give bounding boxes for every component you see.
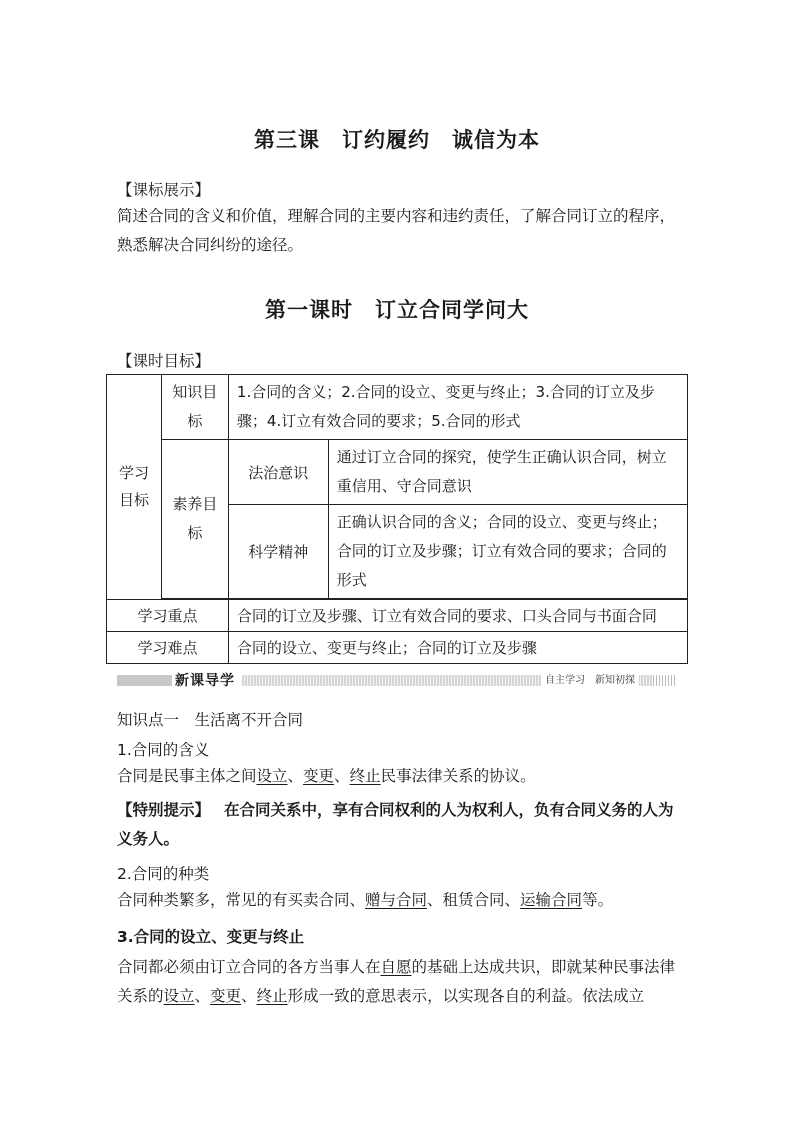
lesson-title: 第三课 订约履约 诚信为本 [254, 128, 540, 152]
difficulty-text: 合同的设立、变更与终止；合同的订立及步骤 [228, 632, 687, 664]
goals-table [106, 374, 688, 664]
focus-label: 学习重点 [107, 600, 229, 632]
special-tip-label: 【特别提示】 [117, 801, 211, 819]
section-title: 第一课时 订立合同学问大 [265, 298, 529, 322]
item1-text: 合同是民事主体之间设立、变更、终止民事法律关系的协议。 [117, 767, 536, 785]
blank-establish-2: 设立 [163, 987, 195, 1005]
blank-terminate-2: 终止 [256, 987, 288, 1005]
knowledge-point-title: 知识点一 生活离不开合同 [117, 711, 304, 729]
blank-terminate: 终止 [349, 767, 381, 785]
blank-change: 变更 [303, 767, 335, 785]
rule-of-law-text: 通过订立合同的探究，使学生正确认识合同，树立重信用、守合同意识 [328, 440, 687, 505]
item2-text: 合同种类繁多，常见的有买卖合同、赠与合同、租赁合同、运输合同等。 [117, 891, 614, 909]
difficulty-label: 学习难点 [107, 632, 229, 664]
literacy-label: 素养目标 [161, 440, 228, 599]
banner-title: 新课导学 [175, 673, 235, 689]
knowledge-text: 1.合同的含义；2.合同的设立、变更与终止；3.合同的订立及步骤；4.订立有效合同的要求；5.合同的形式 [228, 375, 687, 440]
item1-title: 1.合同的含义 [117, 741, 210, 759]
focus-text: 合同的订立及步骤、订立有效合同的要求、口头合同与书面合同 [228, 600, 687, 632]
blank-change-2: 变更 [210, 987, 242, 1005]
special-tip-text: 在合同关系中，享有合同权利的人为权利人，负有合同义务的人为义务人。 [117, 801, 674, 848]
knowledge-label: 知识目标 [161, 375, 228, 440]
special-tip [117, 796, 687, 854]
blank-voluntary: 自愿 [380, 958, 412, 976]
rule-of-law-label: 法治意识 [228, 440, 328, 505]
standard-header: 【课标展示】 [117, 181, 211, 199]
item3-text: 合同都必须由订立合同的各方当事人在自愿的基础上达成共识，即就某种民事法律关系的设立、变更、终止形成一致的意思表示，以实现各自的利益。依法成立 [117, 958, 676, 1005]
science-text: 正确认识合同的含义；合同的设立、变更与终止；合同的订立及步骤；订立有效合同的要求；合同的形式 [328, 505, 687, 599]
learning-goals-label: 学习目标 [107, 375, 162, 600]
banner-left-bar [117, 675, 172, 686]
blank-transport-contract: 运输合同 [520, 891, 583, 909]
banner-subtitle: 自主学习 新知初探 [541, 672, 639, 690]
science-label: 科学精神 [228, 505, 328, 599]
item2-title: 2.合同的种类 [117, 865, 210, 883]
banner-end-stripe [653, 675, 677, 686]
section-banner [117, 672, 677, 690]
item3-title: 3.合同的设立、变更与终止 [117, 928, 305, 946]
blank-establish: 设立 [256, 767, 288, 785]
blank-gift-contract: 赠与合同 [365, 891, 428, 909]
standard-text: 简述合同的含义和价值，理解合同的主要内容和违约责任，了解合同订立的程序，熟悉解决合同纠纷的途径。 [117, 207, 676, 254]
goals-header: 【课时目标】 [117, 352, 211, 370]
